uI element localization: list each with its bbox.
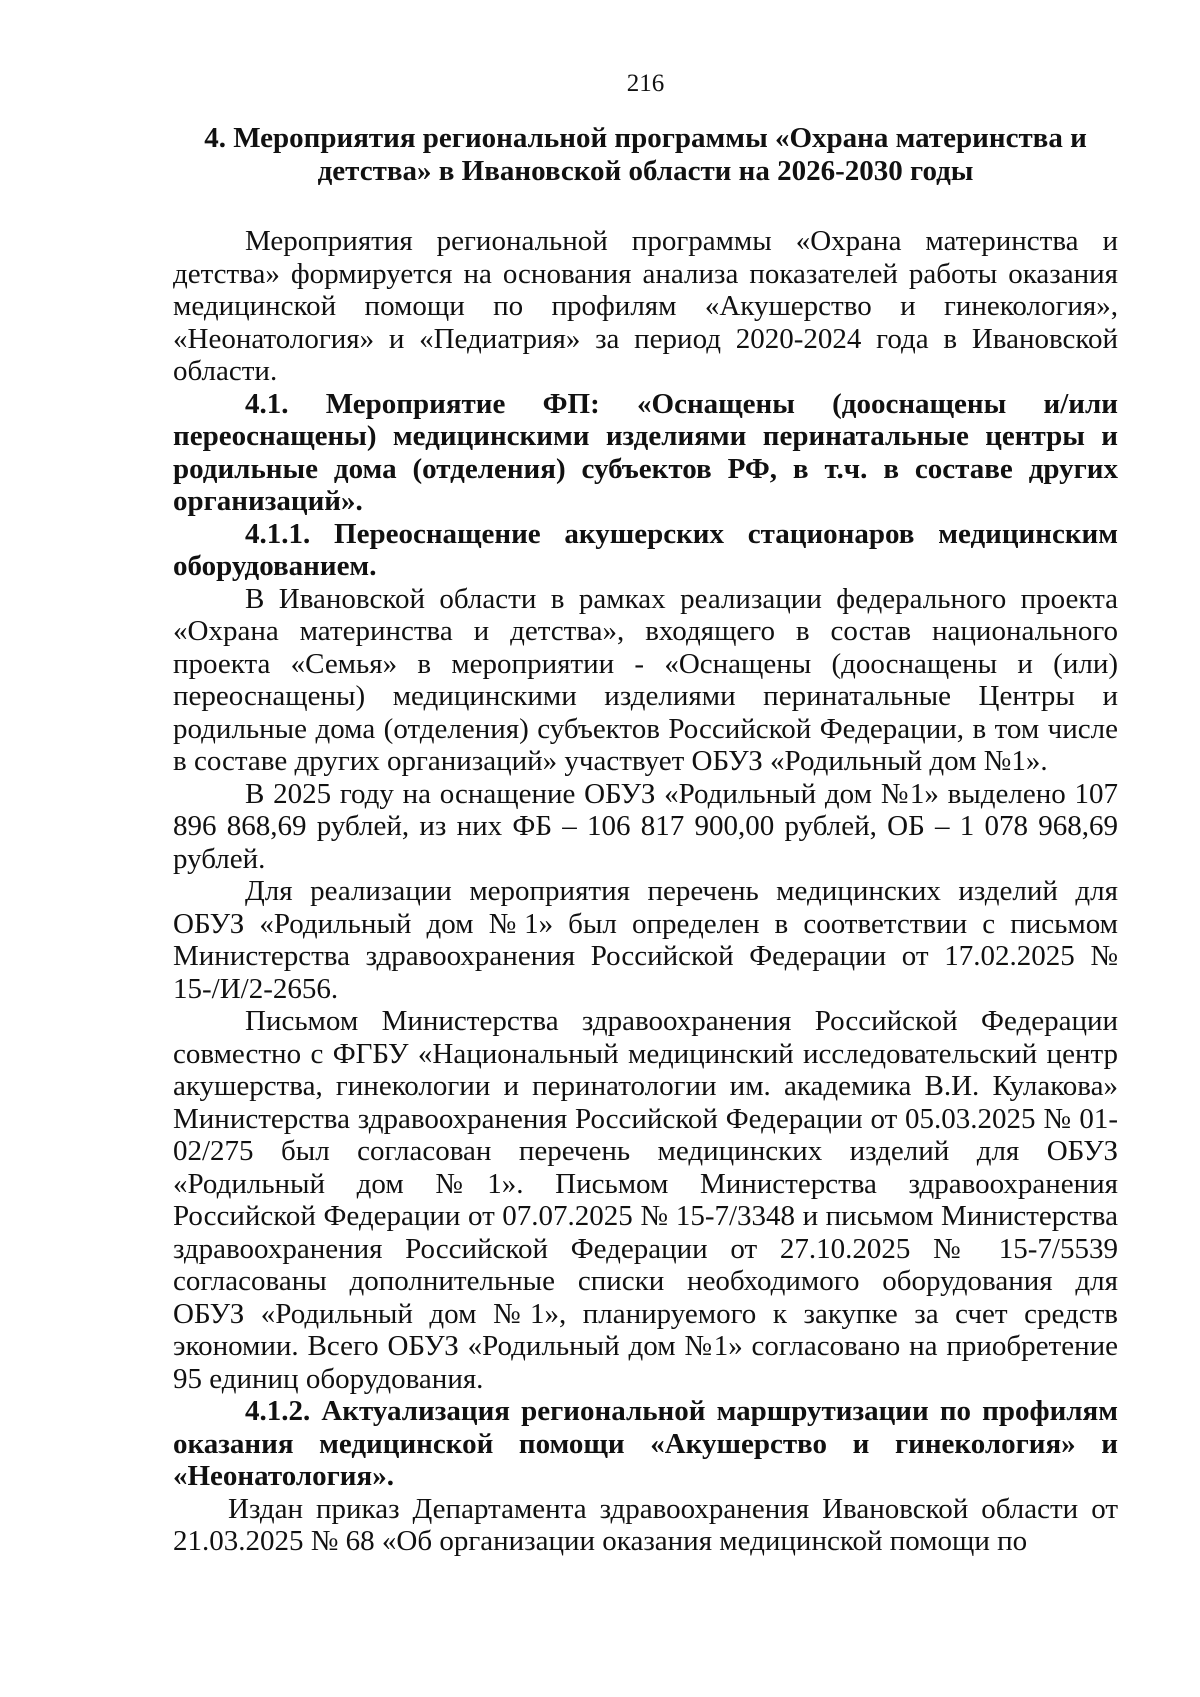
section-heading-line-1: 4. Мероприятия региональной программы «Охрана материнства и (204, 122, 1087, 154)
section-heading-line-2: детства» в Ивановской области на 2026-2030 годы (317, 155, 974, 187)
document-page (173, 68, 1118, 1558)
intro-paragraph: Мероприятия региональной программы «Охрана материнства и детства» формируется на основания анализа показателей работы оказания медицинской помощи по профилям «Акушерство и гинекология», «Неонатология» и «Педиатрия» за период 2020-2024 года в Ивановской области. (173, 225, 1118, 387)
section-heading (173, 122, 1118, 188)
subsection-4-1-2-heading: 4.1.2. Актуализация региональной маршрутизации по профилям оказания медицинской помощи «Акушерство и гинекология» и «Неонатология». (173, 1395, 1118, 1492)
subsection-4-1-heading: 4.1. Мероприятие ФП: «Оснащены (дооснащены и/или переоснащены) медицинскими изделиями перинатальные центры и родильные дома (отделения) субъектов РФ, в т.ч. в составе других организаций». (173, 387, 1118, 517)
body-paragraph: Письмом Министерства здравоохранения Российской Федерации совместно с ФГБУ «Национальный медицинский исследовательский центр акушерства, гинекологии и перинатологии им. академика В.И. Кулакова» Министерства здравоохранения Российской Федерации от 05.03.2025 № 01-02/275 был согласован перечень медицинских изделий для ОБУЗ «Родильный дом №1». Письмом Министерства здравоохранения Российской Федерации от 07.07.2025 № 15-7/3348 и письмом Министерства здравоохранения Российской Федерации от 27.10.2025 № 15-7/5539 согласованы дополнительные списки необходимого оборудования для ОБУЗ «Родильный дом №1», планируемого к закупке за счет средств экономии. Всего ОБУЗ «Родильный дом №1» согласовано на приобретение 95 единиц оборудования. (173, 1005, 1118, 1395)
body-paragraph: Издан приказ Департамента здравоохранения Ивановской области от 21.03.2025 № 68 «Об организации оказания медицинской помощи по (173, 1492, 1118, 1557)
subsection-4-1-1-heading: 4.1.1. Переоснащение акушерских стационаров медицинским оборудованием. (173, 517, 1118, 582)
body-paragraph: В Ивановской области в рамках реализации федерального проекта «Охрана материнства и детства», входящего в состав национального проекта «Семья» в мероприятии - «Оснащены (дооснащены и (или) переоснащены) медицинскими изделиями перинатальные Центры и родильные дома (отделения) субъектов Российской Федерации, в том числе в составе других организаций» участвует ОБУЗ «Родильный дом №1». (173, 582, 1118, 777)
body-paragraph: В 2025 году на оснащение ОБУЗ «Родильный дом №1» выделено 107 896 868,69 рублей, из них ФБ – 106 817 900,00 рублей, ОБ – 1 078 968,69 рублей. (173, 777, 1118, 875)
body-paragraph: Для реализации мероприятия перечень медицинских изделий для ОБУЗ «Родильный дом №1» был определен в соответствии с письмом Министерства здравоохранения Российской Федерации от 17.02.2025 № 15-/И/2-2656. (173, 875, 1118, 1005)
page-number: 216 (626, 70, 665, 97)
